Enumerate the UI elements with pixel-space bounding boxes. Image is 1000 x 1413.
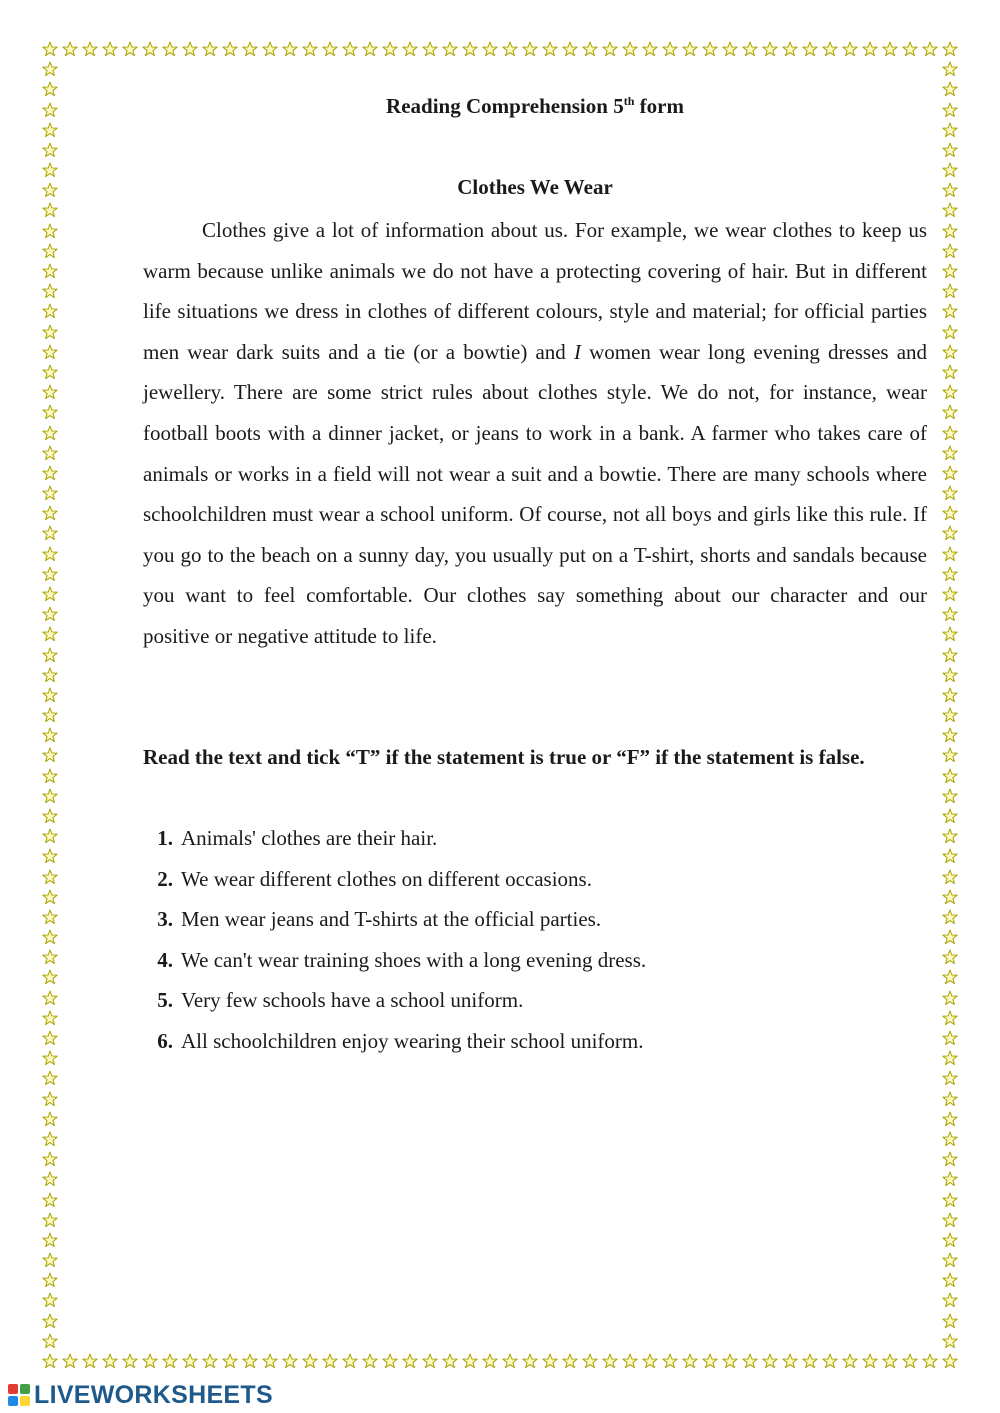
border-star-icon [662,1353,678,1369]
border-star-icon [42,324,58,340]
question-item: 3. Men wear jeans and T-shirts at the official parties. [157,907,602,931]
border-star-icon [42,1313,58,1329]
border-star-icon [222,1353,238,1369]
border-star-icon [42,848,58,864]
border-star-icon [42,808,58,824]
border-star-icon [42,1212,58,1228]
border-star-icon [102,1353,118,1369]
logo-blocks-icon [8,1384,30,1406]
border-star-icon [602,1353,618,1369]
border-star-icon [942,1111,958,1127]
border-star-icon [822,1353,838,1369]
border-star-icon [322,1353,338,1369]
border-star-icon [802,1353,818,1369]
border-star-icon [42,445,58,461]
border-star-icon [942,606,958,622]
border-star-icon [942,1333,958,1349]
border-star-icon [942,1091,958,1107]
border-star-icon [862,1353,878,1369]
exercise-instruction: Read the text and tick “T” if the statement is true or “F” if the statement is false. [143,745,865,769]
border-star-icon [42,990,58,1006]
border-star-icon [942,546,958,562]
border-star-icon [42,566,58,582]
border-star-icon [842,1353,858,1369]
border-star-icon [762,41,778,57]
border-star-icon [362,1353,378,1369]
border-star-icon [942,848,958,864]
border-star-icon [622,41,638,57]
border-star-icon [942,889,958,905]
border-star-icon [942,949,958,965]
border-star-icon [42,1151,58,1167]
border-star-icon [942,485,958,501]
border-star-icon [562,1353,578,1369]
border-star-icon [42,404,58,420]
border-star-icon [722,41,738,57]
border-star-icon [302,41,318,57]
border-star-icon [122,41,138,57]
border-star-icon [42,606,58,622]
question-list [143,818,927,1061]
border-star-icon [42,1050,58,1066]
border-star-icon [282,1353,298,1369]
border-star-icon [942,990,958,1006]
border-star-icon [942,202,958,218]
passage-heading: Clothes We Wear [457,175,613,199]
border-star-icon [942,1252,958,1268]
border-star-icon [42,1091,58,1107]
border-star-icon [882,41,898,57]
border-star-icon [802,41,818,57]
question-item: 5. Very few schools have a school uniform. [157,988,524,1012]
border-star-icon [162,1353,178,1369]
border-star-icon [42,687,58,703]
border-star-icon [42,1131,58,1147]
border-star-icon [942,808,958,824]
border-star-icon [302,1353,318,1369]
border-star-icon [562,41,578,57]
border-star-icon [942,1192,958,1208]
border-star-icon [882,1353,898,1369]
border-star-icon [82,1353,98,1369]
border-star-icon [782,41,798,57]
border-star-icon [42,61,58,77]
border-star-icon [42,929,58,945]
border-star-icon [202,41,218,57]
border-star-icon [602,41,618,57]
border-star-icon [42,505,58,521]
border-star-icon [142,41,158,57]
border-star-icon [362,41,378,57]
border-star-icon [42,283,58,299]
border-star-icon [822,41,838,57]
border-star-icon [942,768,958,784]
border-star-icon [342,1353,358,1369]
border-star-icon [62,41,78,57]
border-star-icon [42,586,58,602]
border-star-icon [42,41,58,57]
border-star-icon [942,869,958,885]
border-star-icon [42,1111,58,1127]
liveworksheets-logo[interactable] [8,1378,273,1412]
border-star-icon [322,41,338,57]
border-star-icon [42,909,58,925]
border-star-icon [262,41,278,57]
border-star-icon [942,566,958,582]
border-star-icon [42,525,58,541]
border-star-icon [502,1353,518,1369]
border-star-icon [222,41,238,57]
border-star-icon [42,768,58,784]
border-star-icon [42,1252,58,1268]
page-title: Reading Comprehension 5th form [386,94,684,118]
brand-name: LIVEWORKSHEETS [34,1380,273,1409]
border-star-icon [642,41,658,57]
border-star-icon [942,344,958,360]
border-star-icon [382,1353,398,1369]
border-star-icon [922,1353,938,1369]
border-star-icon [942,788,958,804]
border-star-icon [482,41,498,57]
border-star-icon [242,1353,258,1369]
border-star-icon [942,61,958,77]
border-star-icon [922,41,938,57]
border-star-icon [502,41,518,57]
border-star-icon [42,142,58,158]
border-star-icon [942,1131,958,1147]
border-star-icon [42,969,58,985]
border-star-icon [942,1232,958,1248]
border-star-icon [442,41,458,57]
border-star-icon [42,667,58,683]
border-star-icon [942,303,958,319]
border-star-icon [462,41,478,57]
border-star-icon [442,1353,458,1369]
border-star-icon [422,1353,438,1369]
border-star-icon [142,1353,158,1369]
border-star-icon [622,1353,638,1369]
border-star-icon [942,909,958,925]
border-star-icon [942,1292,958,1308]
border-star-icon [642,1353,658,1369]
border-star-icon [42,828,58,844]
border-star-icon [782,1353,798,1369]
border-star-icon [942,425,958,441]
border-star-icon [942,707,958,723]
border-star-icon [522,1353,538,1369]
border-star-icon [942,1353,958,1369]
border-star-icon [42,465,58,481]
border-star-icon [942,1030,958,1046]
border-star-icon [42,202,58,218]
border-star-icon [242,41,258,57]
border-star-icon [942,1171,958,1187]
question-item: 2. We wear different clothes on different occasions. [157,866,592,891]
border-star-icon [942,223,958,239]
border-star-icon [42,425,58,441]
border-star-icon [462,1353,478,1369]
border-star-icon [942,969,958,985]
border-star-icon [82,41,98,57]
border-star-icon [62,1353,78,1369]
border-star-icon [422,41,438,57]
border-star-icon [42,747,58,763]
border-star-icon [722,1353,738,1369]
border-star-icon [42,243,58,259]
border-star-icon [42,303,58,319]
border-star-icon [42,647,58,663]
question-item: 6. All schoolchildren enjoy wearing their school uniform. [157,1028,644,1053]
border-star-icon [902,41,918,57]
border-star-icon [42,1292,58,1308]
border-star-icon [42,263,58,279]
border-star-icon [202,1353,218,1369]
border-star-icon [342,41,358,57]
border-star-icon [182,1353,198,1369]
border-star-icon [682,1353,698,1369]
border-star-icon [762,1353,778,1369]
border-star-icon [582,1353,598,1369]
border-star-icon [42,1070,58,1086]
border-star-icon [942,626,958,642]
border-star-icon [42,889,58,905]
border-star-icon [42,546,58,562]
border-star-icon [862,41,878,57]
border-star-icon [42,384,58,400]
border-star-icon [842,41,858,57]
border-star-icon [702,41,718,57]
border-star-icon [42,223,58,239]
border-star-icon [42,869,58,885]
border-star-icon [942,1212,958,1228]
border-star-icon [262,1353,278,1369]
border-star-icon [942,929,958,945]
border-star-icon [942,828,958,844]
border-star-icon [942,445,958,461]
passage-body: Clothes give a lot of information about us. For example, we wear clothes to keep us warm because unlike animals we do not have a protecting covering of hair. But in different life situations we dress in clothes of different colours, style and material; for official parties men wear dark suits and a tie (or a bowtie) and I women wear long evening dresses and jewellery. There are some strict rules about clothes style. We do not, for instance, wear football boots with a dinner jacket, or jeans to work in a bank. A farmer who takes care of animals or works in a field will not wear a suit and a bowtie. There are many schools where schoolchildren must wear a school uniform. Of course, not all boys and girls like this rule. If you go to the beach on a sunny day, you usually put on a T-shirt, shorts and sandals because you want to feel comfortable. Our clothes say something about our character and our positive or negative attitude to life. [143,218,928,648]
border-star-icon [42,1353,58,1369]
border-star-icon [682,41,698,57]
border-star-icon [942,505,958,521]
border-star-icon [942,465,958,481]
border-star-icon [942,747,958,763]
italic-mark: I [573,339,581,364]
border-star-icon [42,122,58,138]
border-star-icon [482,1353,498,1369]
border-star-icon [42,727,58,743]
border-star-icon [402,1353,418,1369]
border-star-icon [42,626,58,642]
border-star-icon [902,1353,918,1369]
border-star-icon [382,41,398,57]
border-star-icon [942,404,958,420]
border-star-icon [102,41,118,57]
border-star-icon [42,707,58,723]
border-star-icon [42,788,58,804]
border-star-icon [942,324,958,340]
border-star-icon [522,41,538,57]
border-star-icon [182,41,198,57]
border-star-icon [662,41,678,57]
border-star-icon [942,384,958,400]
border-star-icon [942,667,958,683]
border-star-icon [942,1313,958,1329]
border-star-icon [942,41,958,57]
border-star-icon [742,41,758,57]
border-star-icon [542,1353,558,1369]
border-star-icon [942,647,958,663]
border-star-icon [942,1010,958,1026]
border-star-icon [282,41,298,57]
border-star-icon [162,41,178,57]
border-star-icon [942,1272,958,1288]
border-star-icon [942,283,958,299]
border-star-icon [42,949,58,965]
border-star-icon [42,1010,58,1026]
border-star-icon [42,485,58,501]
border-star-icon [942,1050,958,1066]
border-star-icon [42,1030,58,1046]
question-item: 4. We can't wear training shoes with a long evening dress. [157,947,647,972]
border-star-icon [702,1353,718,1369]
border-star-icon [42,1272,58,1288]
border-star-icon [42,1333,58,1349]
border-star-icon [942,243,958,259]
border-star-icon [942,1070,958,1086]
border-star-icon [42,1171,58,1187]
border-star-icon [942,1151,958,1167]
border-star-icon [942,525,958,541]
border-star-icon [402,41,418,57]
border-star-icon [122,1353,138,1369]
question-item: 1. Animals' clothes are their hair. [157,826,438,850]
border-star-icon [42,1192,58,1208]
border-star-icon [42,1232,58,1248]
border-star-icon [942,364,958,380]
border-star-icon [942,263,958,279]
border-star-icon [582,41,598,57]
border-star-icon [942,687,958,703]
border-star-icon [42,364,58,380]
border-star-icon [942,122,958,138]
border-star-icon [542,41,558,57]
border-star-icon [742,1353,758,1369]
border-star-icon [42,344,58,360]
border-star-icon [942,142,958,158]
border-star-icon [942,586,958,602]
border-star-icon [942,727,958,743]
